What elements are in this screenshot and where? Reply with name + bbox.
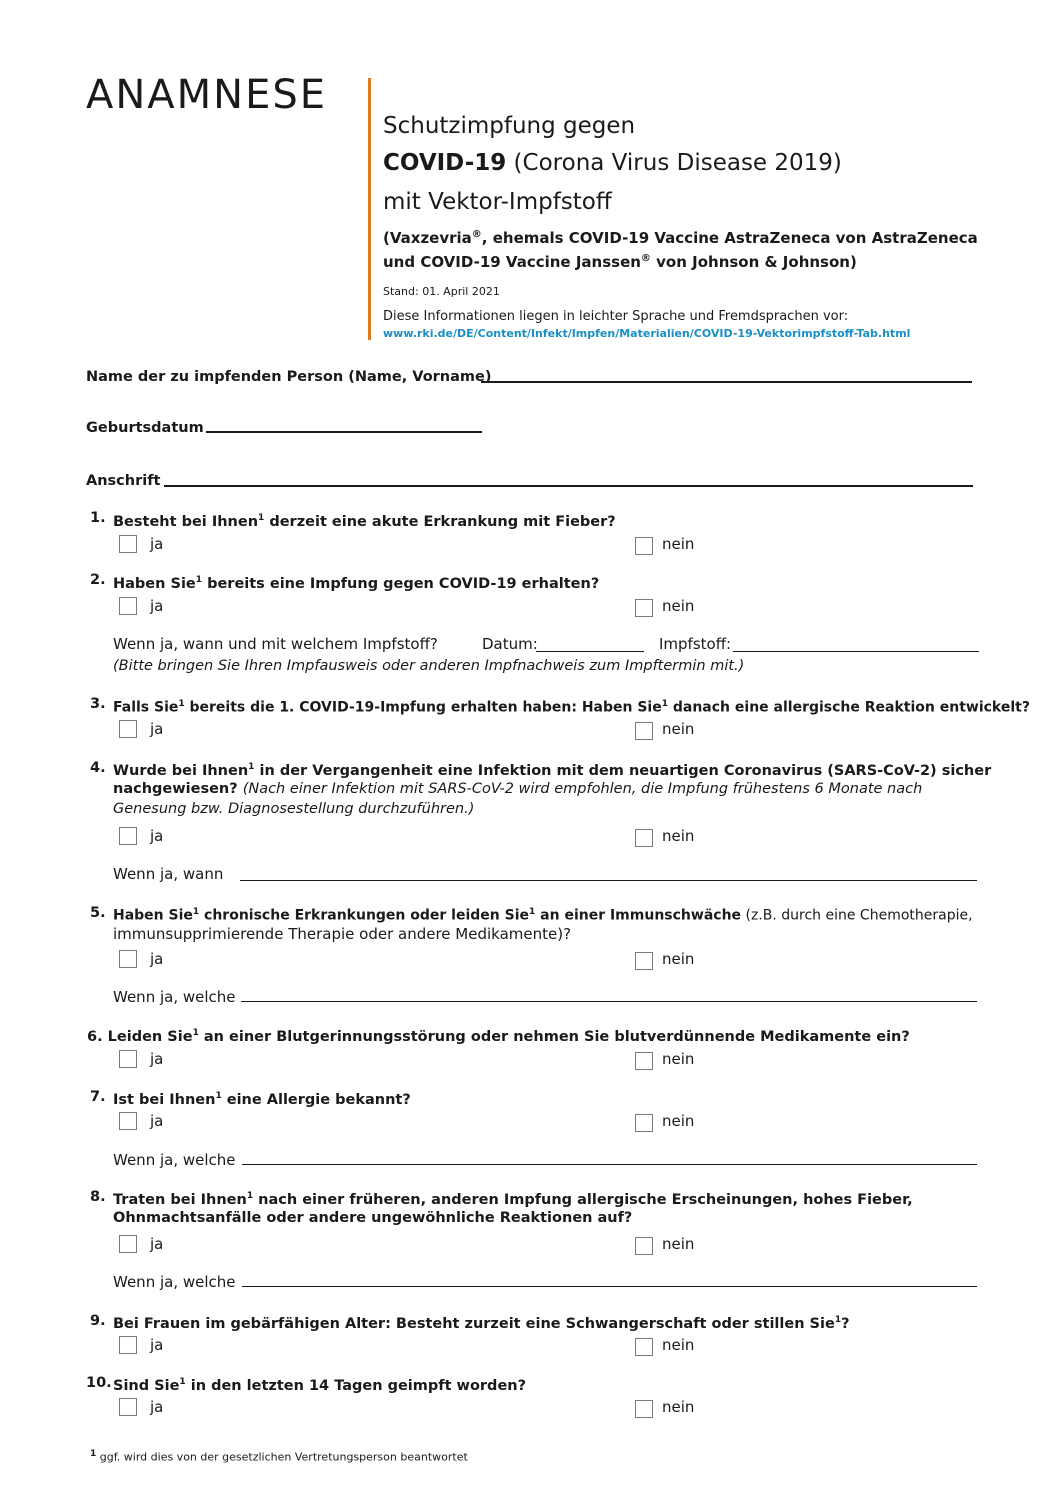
footnote-mark: 1 xyxy=(178,699,185,709)
name-field[interactable] xyxy=(481,381,972,383)
q3-no-label: nein xyxy=(662,720,695,738)
q5-yes-checkbox[interactable] xyxy=(119,950,137,968)
q9-yes-checkbox[interactable] xyxy=(119,1336,137,1354)
question-number: 6. xyxy=(87,1028,103,1045)
q6-no-checkbox[interactable] xyxy=(635,1052,653,1070)
footnote xyxy=(90,1449,468,1464)
question-number: 1. xyxy=(90,510,106,526)
version-date: Stand: 01. April 2021 xyxy=(383,285,500,298)
question-text: bereits die 1. COVID-19-Impfung erhalten haben: Haben Sie xyxy=(184,699,662,716)
question-2-text xyxy=(113,569,599,595)
q2-no-checkbox[interactable] xyxy=(635,599,653,617)
vaccines-line-1 xyxy=(383,229,978,247)
q2-note: (Bitte bringen Sie Ihren Impfausweis oder anderen Impfnachweis zum Impftermin mit.) xyxy=(113,658,745,674)
title-line-1: Schutzimpfung gegen xyxy=(383,113,636,139)
question-text: Bei Frauen im gebärfähigen Alter: Besteht zurzeit eine Schwangerschaft oder stillen Sie xyxy=(113,1315,835,1332)
question-number: 5. xyxy=(90,905,106,921)
q7-yes-label: ja xyxy=(150,1112,164,1130)
registered-mark: ® xyxy=(640,253,651,264)
q6-yes-checkbox[interactable] xyxy=(119,1050,137,1068)
q2-vaccine-field[interactable] xyxy=(733,651,979,652)
q5-followup-field[interactable] xyxy=(241,1001,977,1002)
vaccine-text: (Vaxzevria xyxy=(383,229,472,247)
q3-yes-label: ja xyxy=(150,720,164,738)
question-text: Leiden Sie xyxy=(107,1028,193,1045)
q6-yes-label: ja xyxy=(150,1050,164,1068)
question-5-text-line-1 xyxy=(113,901,973,927)
q5-yes-label: ja xyxy=(150,950,164,968)
footnote-mark: 1 xyxy=(248,762,255,772)
question-text: in den letzten 14 Tagen geimpft worden? xyxy=(185,1377,527,1394)
question-text: Ist bei Ihnen xyxy=(113,1091,216,1108)
q4-yes-label: ja xyxy=(150,827,164,845)
q9-no-checkbox[interactable] xyxy=(635,1338,653,1356)
address-label: Anschrift xyxy=(86,473,161,489)
question-text: Haben Sie xyxy=(113,575,196,592)
title-covid-rest: (Corona Virus Disease 2019) xyxy=(506,150,842,176)
title-line-2 xyxy=(383,150,842,176)
q3-no-checkbox[interactable] xyxy=(635,722,653,740)
question-10-text xyxy=(113,1371,526,1397)
footnote-mark: 1 xyxy=(90,1449,97,1459)
question-text: ? xyxy=(841,1315,850,1332)
q1-no-checkbox[interactable] xyxy=(635,537,653,555)
vaccines-line-2 xyxy=(383,253,857,271)
q10-no-label: nein xyxy=(662,1398,695,1416)
q2-yes-label: ja xyxy=(150,597,164,615)
address-field[interactable] xyxy=(164,485,973,487)
question-text: (z.B. durch eine Chemotherapie, xyxy=(741,907,973,924)
vaccine-text: , ehemals COVID-19 Vaccine AstraZeneca von AstraZeneca xyxy=(481,229,978,247)
question-text: an einer Immunschwäche xyxy=(535,907,742,924)
question-text: Haben Sie xyxy=(113,907,193,924)
question-text: an einer Blutgerinnungsstörung oder nehmen Sie blutverdünnende Medikamente ein? xyxy=(198,1028,910,1045)
footnote-mark: 1 xyxy=(258,513,265,523)
q9-no-label: nein xyxy=(662,1336,695,1354)
footnote-mark: 1 xyxy=(195,575,203,585)
question-text: nach einer früheren, anderen Impfung allergische Erscheinungen, hohes Fieber, xyxy=(253,1191,913,1208)
footnote-mark: 1 xyxy=(215,1091,222,1101)
q4-no-checkbox[interactable] xyxy=(635,829,653,847)
q1-yes-label: ja xyxy=(150,535,164,553)
question-9-text xyxy=(113,1309,850,1335)
question-text: Sind Sie xyxy=(113,1377,180,1394)
question-text: chronische Erkrankungen oder leiden Sie xyxy=(199,907,530,924)
question-text: danach eine allergische Reaktion entwickelt? xyxy=(668,699,1030,716)
question-3-text xyxy=(113,693,1030,719)
q1-no-label: nein xyxy=(662,535,695,553)
question-text: eine Allergie bekannt? xyxy=(221,1091,411,1108)
footnote-mark: 1 xyxy=(246,1191,254,1201)
q8-yes-label: ja xyxy=(150,1235,164,1253)
question-text: Besteht bei Ihnen xyxy=(113,513,259,530)
question-7-text xyxy=(113,1085,411,1111)
q8-followup-field[interactable] xyxy=(242,1286,977,1287)
q4-no-label: nein xyxy=(662,827,695,845)
q8-yes-checkbox[interactable] xyxy=(119,1235,137,1253)
footnote-mark: 1 xyxy=(192,907,200,917)
q5-followup-label: Wenn ja, welche xyxy=(113,988,236,1006)
question-text: bereits eine Impfung gegen COVID-19 erhalten? xyxy=(202,575,600,592)
q8-no-label: nein xyxy=(662,1235,695,1253)
q2-yes-checkbox[interactable] xyxy=(119,597,137,615)
question-8-text-line-2: Ohnmachtsanfälle oder andere ungewöhnliche Reaktionen auf? xyxy=(113,1210,633,1226)
question-number: 10. xyxy=(86,1375,112,1391)
q2-no-label: nein xyxy=(662,597,695,615)
q6-no-label: nein xyxy=(662,1050,695,1068)
question-text: Traten bei Ihnen xyxy=(113,1191,247,1208)
q8-no-checkbox[interactable] xyxy=(635,1237,653,1255)
q9-yes-label: ja xyxy=(150,1336,164,1354)
accent-divider xyxy=(368,78,371,340)
question-4-note-line-2: Genesung bzw. Diagnosestellung durchzuführen.) xyxy=(113,801,475,817)
question-5-text-line-2: immunsupprimierende Therapie oder andere Medikamente)? xyxy=(113,925,572,943)
footnote-text: ggf. wird dies von der gesetzlichen Vertretungsperson beantwortet xyxy=(96,1450,468,1464)
question-number: 4. xyxy=(90,760,106,776)
question-text: nachgewiesen? xyxy=(113,781,243,797)
info-link[interactable]: www.rki.de/DE/Content/Infekt/Impfen/Materialien/COVID-19-Vektorimpfstoff-Tab.html xyxy=(383,327,911,340)
q10-yes-label: ja xyxy=(150,1398,164,1416)
question-text: derzeit eine akute Erkrankung mit Fieber? xyxy=(264,513,616,530)
q10-no-checkbox[interactable] xyxy=(635,1400,653,1418)
title-line-3: mit Vektor-Impfstoff xyxy=(383,189,612,215)
q7-no-checkbox[interactable] xyxy=(635,1114,653,1132)
q4-followup-field[interactable] xyxy=(240,880,977,881)
q5-no-checkbox[interactable] xyxy=(635,952,653,970)
question-6-text xyxy=(87,1022,910,1048)
title-covid: COVID-19 xyxy=(383,150,507,176)
footnote-mark: 1 xyxy=(834,1315,842,1325)
q2-vaccine-label: Impfstoff: xyxy=(659,635,732,653)
q4-yes-checkbox[interactable] xyxy=(119,827,137,845)
question-number: 3. xyxy=(90,696,106,712)
question-text: Falls Sie xyxy=(113,699,179,716)
registered-mark: ® xyxy=(471,229,482,240)
footnote-mark: 1 xyxy=(529,907,536,917)
document-brand-title: ANAMNESE xyxy=(86,72,328,118)
vaccine-text: von Johnson & Johnson) xyxy=(650,253,857,271)
q3-yes-checkbox[interactable] xyxy=(119,720,137,738)
birthdate-field[interactable] xyxy=(206,431,482,433)
q5-no-label: nein xyxy=(662,950,695,968)
question-number: 2. xyxy=(90,572,106,588)
name-label: Name der zu impfenden Person (Name, Vorname) xyxy=(86,369,492,385)
question-number: 7. xyxy=(90,1089,106,1105)
info-text: Diese Informationen liegen in leichter Sprache und Fremdsprachen vor: xyxy=(383,309,849,324)
footnote-mark: 1 xyxy=(179,1377,186,1387)
birthdate-label: Geburtsdatum xyxy=(86,420,204,436)
q2-date-label: Datum: xyxy=(482,635,538,653)
q2-date-field[interactable] xyxy=(536,651,644,652)
q7-yes-checkbox[interactable] xyxy=(119,1112,137,1130)
q4-followup-label: Wenn ja, wann xyxy=(113,865,224,883)
q10-yes-checkbox[interactable] xyxy=(119,1398,137,1416)
q7-followup-field[interactable] xyxy=(242,1164,977,1165)
q1-yes-checkbox[interactable] xyxy=(119,535,137,553)
q7-followup-label: Wenn ja, welche xyxy=(113,1151,236,1169)
question-text: Wurde bei Ihnen xyxy=(113,762,249,779)
question-text: in der Vergangenheit eine Infektion mit dem neuartigen Coronavirus (SARS-CoV-2) sicher xyxy=(254,762,992,779)
q2-followup-label: Wenn ja, wann und mit welchem Impfstoff? xyxy=(113,635,438,653)
question-note: (Nach einer Infektion mit SARS-CoV-2 wird empfohlen, die Impfung frühestens 6 Monate nach xyxy=(242,781,923,797)
vaccine-text: und COVID-19 Vaccine Janssen xyxy=(383,253,641,271)
question-4-text-line-2 xyxy=(113,778,922,800)
question-number: 8. xyxy=(90,1189,106,1205)
q8-followup-label: Wenn ja, welche xyxy=(113,1273,236,1291)
question-number: 9. xyxy=(90,1313,106,1329)
footnote-mark: 1 xyxy=(192,1028,199,1038)
question-1-text xyxy=(113,507,616,533)
q7-no-label: nein xyxy=(662,1112,695,1130)
footnote-mark: 1 xyxy=(661,699,668,709)
